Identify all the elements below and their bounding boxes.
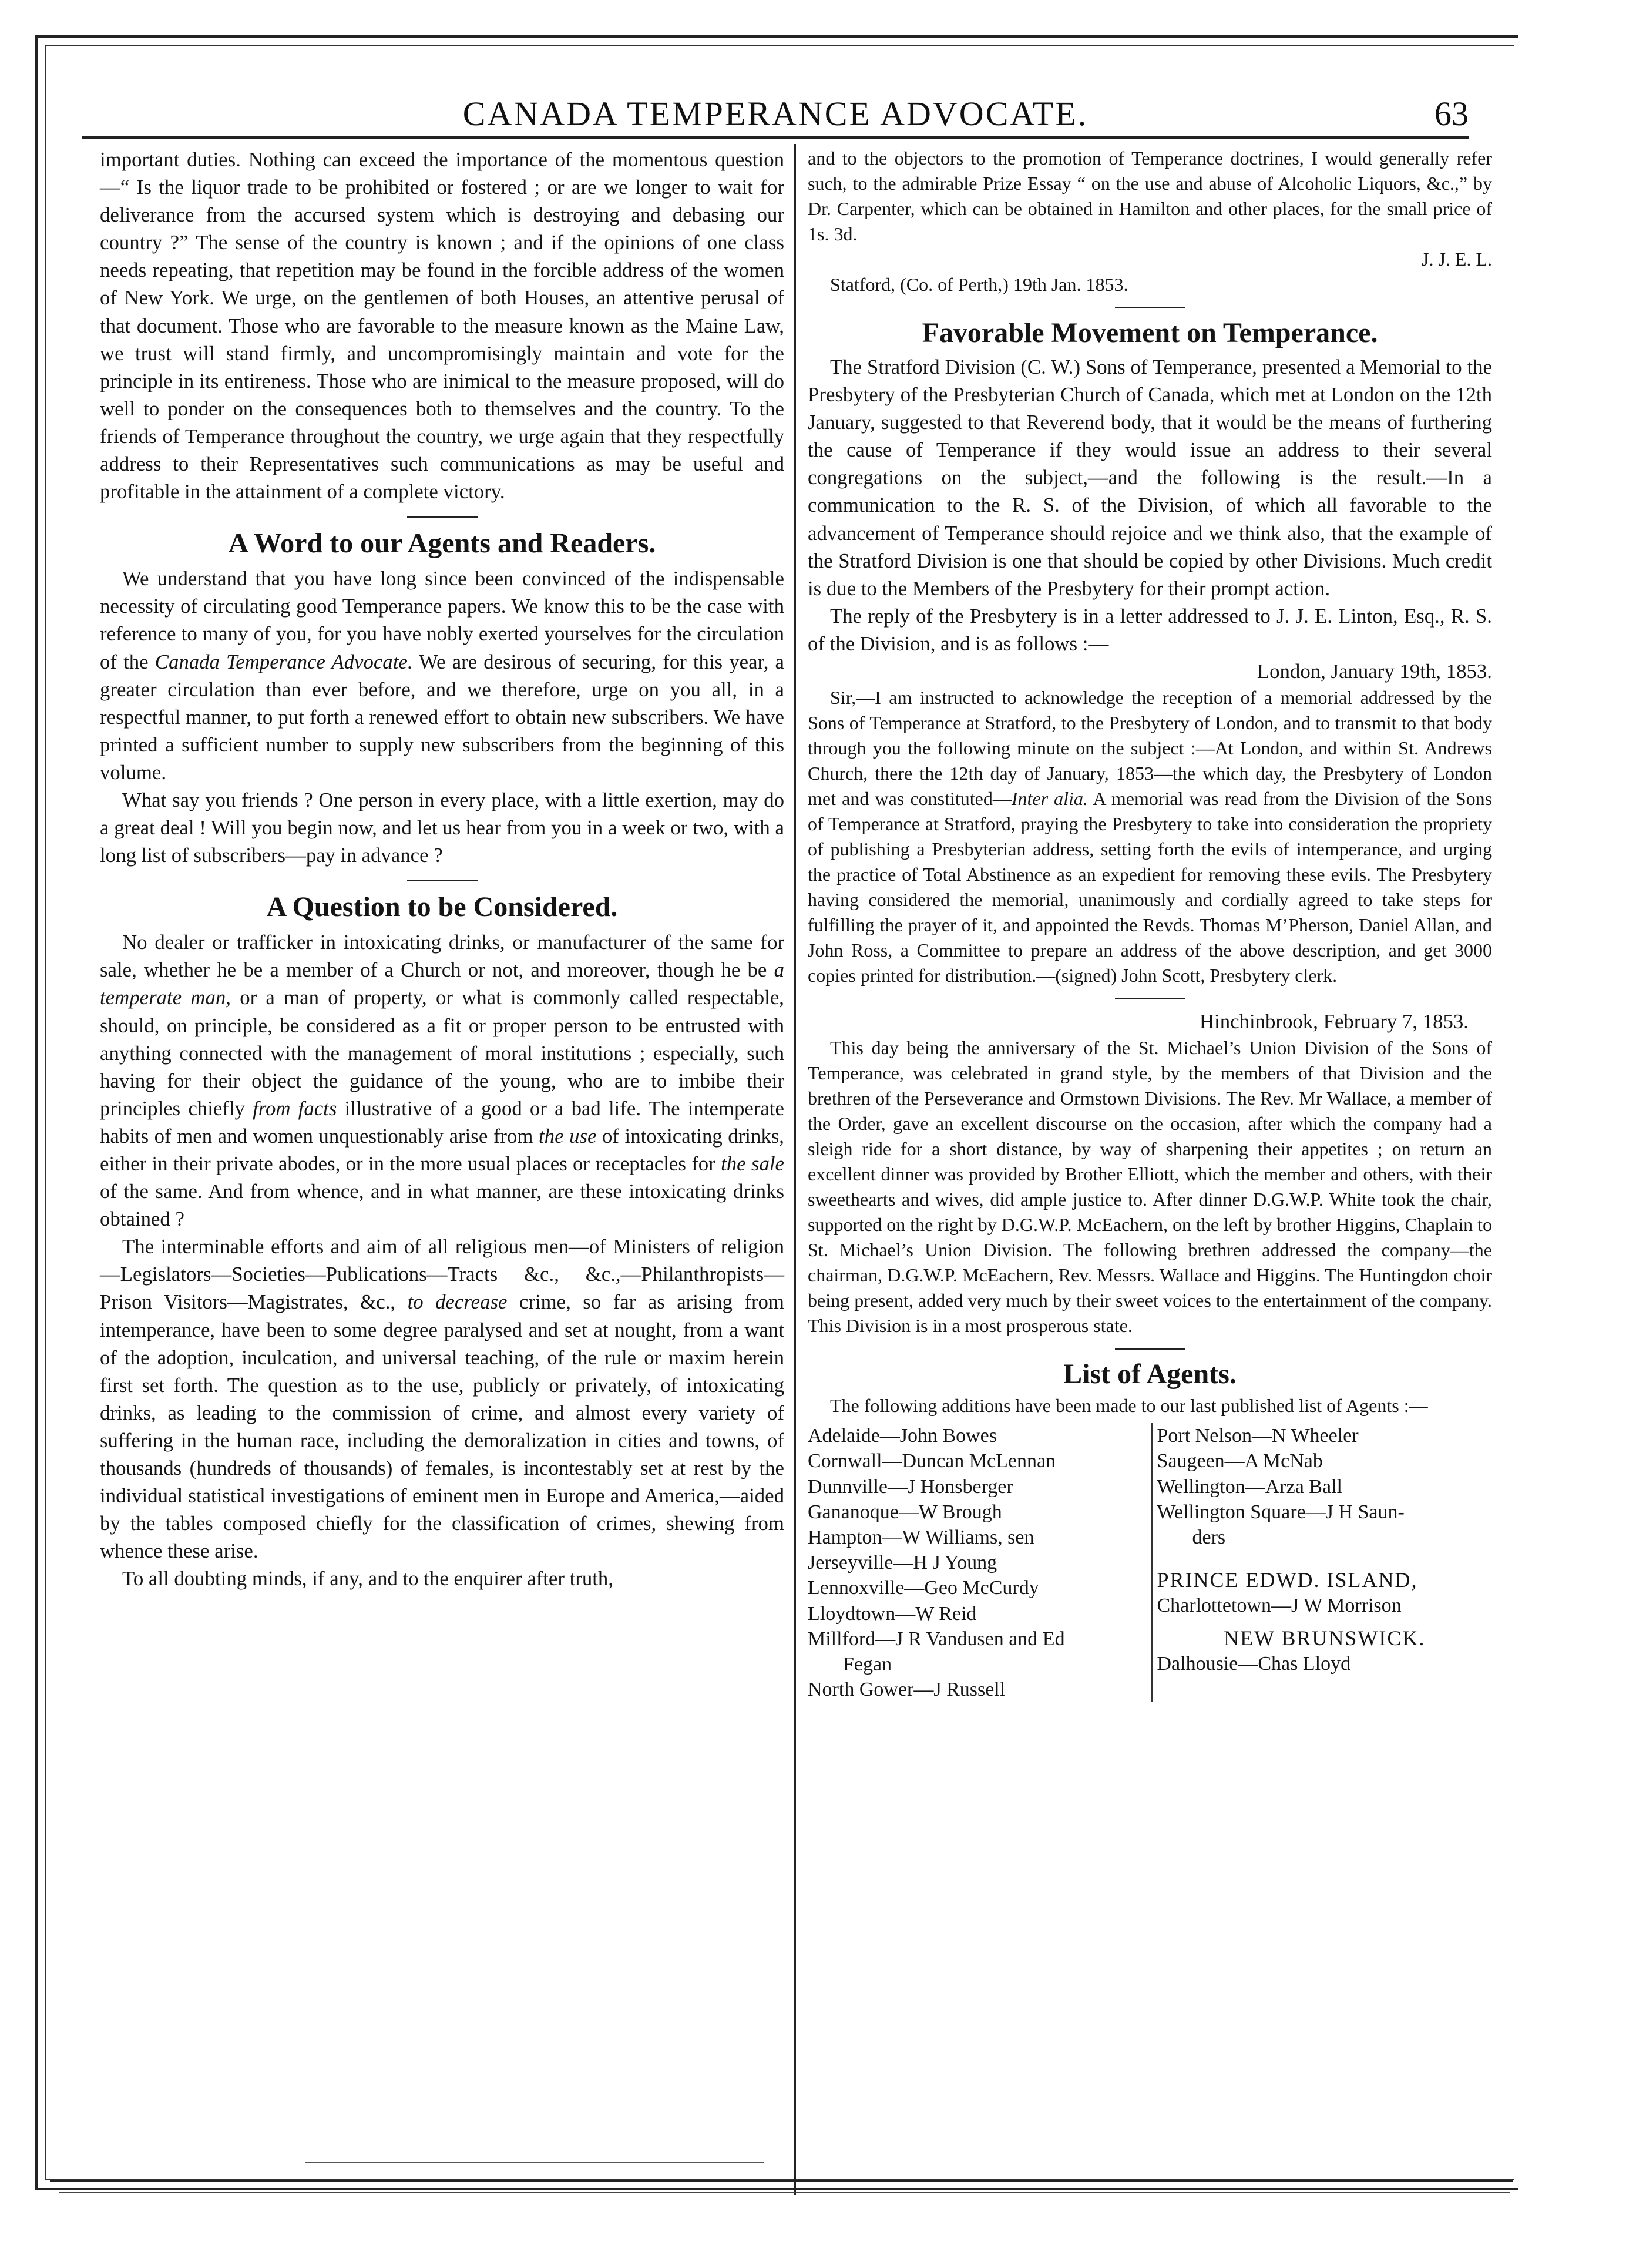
list-item: Jerseyville—H J Young [808, 1552, 997, 1574]
list-item: Fegan [843, 1653, 892, 1676]
bottom-border [50, 2180, 1513, 2182]
agents-paragraph-2: What say you friends ? One person in every place, with a little exertion, may do a great deal ! Will you begin now, and let us hear from you in a week or two, with a long list of subscribers—pay in advance ? [100, 788, 784, 867]
list-item: Adelaide—John Bowes [808, 1425, 997, 1447]
question-heading: A Question to be Considered. [266, 891, 618, 923]
list-item: Lennoxville—Geo McCurdy [808, 1577, 1039, 1599]
section-rule [407, 880, 478, 881]
list-item: ders [1192, 1526, 1226, 1549]
hinchinbrook-dateline: Hinchinbrook, February 7, 1853. [1199, 1010, 1469, 1034]
text-run: illustrative of a good or a bad life. The intemperate habits of men and women unquestionably arise from [100, 1096, 784, 1148]
text-run: of the same. And from whence, and in what manner, are these intoxicating drinks obtained ? [100, 1180, 784, 1231]
text-run: crime, so far as arising from intemperance, have been to some degree paralysed and set at nought, from a want of the adoption, inculcation, and universal teaching, of the rule or maxim herein first set forth. The question as to the use, publicly or privately, of intoxicating drinks, as leading to the commission of crime, and almost every variety of suffering in the human race, including the demoralization in cities and towns, of thousands (hundreds of thousands) of females, is incontestably set at rest by the individual statistical investigations of eminent men in Europe and America,—aided by the tables composed chiefly for the classification of crimes, shewing from whence these arise. [100, 1290, 784, 1563]
list-item: North Gower—J Russell [808, 1679, 1006, 1701]
text-run: Sir,—I am instructed to acknowledge the reception of a memorial addressed by the Sons of Temperance at Stratford, to the Presbytery of London, and to transmit to that body through you the following minute on the subject :—At London, and within St. Andrews Church, there the 12th day of January, 1853—the which day, the Presbytery of London met and was constituted— [808, 687, 1492, 810]
letter-signature: J. J. E. L. [1422, 249, 1492, 270]
list-item: Port Nelson—N Wheeler [1157, 1425, 1359, 1447]
presbytery-letter [808, 685, 1492, 988]
question-paragraph-1 [100, 928, 784, 1233]
movement-paragraph-1: The Stratford Division (C. W.) Sons of Temperance, presented a Memorial to the Presbytery of the Presbyterian Church of Canada, which met at London on the 12th January, suggested to that Reverend body, that it would be the means of furthering the cause of Temperance if they would issue an address to their several congregations on the subject,—and the following is the result.—In a communication to the R. S. of the Division, of which all favorable to the advancement of Temperance should rejoice and we think also, that the example of the Stratford Division is one that should be copied by other Divisions. Much credit is due to the Members of the Presbytery for their prompt action. [808, 355, 1492, 600]
text-run: or a man of property, or what is commonly called respectable, should, on principle, be considered as a fit or proper person to be entrusted with anything connected with the management of moral institutions ; especially, such having for their object the guidance of the young, who are to imbibe their principles chiefly [100, 986, 784, 1120]
emphasis: Inter alia. [1011, 788, 1088, 810]
page-number: 63 [1434, 95, 1469, 133]
region-heading-new-brunswick: NEW BRUNSWICK. [1224, 1626, 1426, 1650]
letter-date: London, January 19th, 1853. [1257, 660, 1492, 683]
emphasis: the sale [721, 1152, 784, 1175]
list-item: Dunnville—J Honsberger [808, 1475, 1013, 1498]
text-run: The interminable efforts and aim of all religious men—of Ministers of religion—Legislators—Societies—Publications—Tracts &c., &c.,—Philanthropists—Prison Visitors—Magistrates, &c., [100, 1235, 784, 1314]
movement-paragraph-2: The reply of the Presbytery is in a letter addressed to J. J. E. Linton, Esq., R. S. of the Division, and is as follows :— [808, 604, 1492, 655]
column-divider [794, 144, 796, 2195]
section-rule [407, 516, 478, 518]
list-item: Charlottetown—J W Morrison [1157, 1595, 1402, 1617]
region-heading-pei: PRINCE EDWD. ISLAND, [1157, 1568, 1418, 1592]
list-item: Gananoque—W Brough [808, 1501, 1002, 1523]
list-item: Dalhousie—Chas Lloyd [1157, 1652, 1351, 1675]
article-continuation: important duties. Nothing can exceed the importance of the momentous question—“ Is the liquor trade to be prohibited or fostered ; or are we longer to wait for deliverance from the accursed system which is destroying and debasing our country ?” The sense of the country is known ; and if the opinions of one class needs repeating, that repetition may be found in the forcible address of the women of New York. We urge, on the gentlemen of both Houses, an attentive perusal of that document. Those who are favorable to the measure known as the Maine Law, we trust will stand firmly, and uncompromisingly maintain and vote for the principle in its entireness. Those who are inimical to the measure proposed, will do well to ponder on the consequences both to themselves and the country. To the friends of Temperance throughout the country, we urge again that they respectfully address to their Representatives such communications as may be useful and profitable in the attainment of a complete victory. [100, 148, 784, 504]
running-header [82, 88, 1469, 141]
text-run: We understand that you have long since been convinced of the indispensable necessity of circulating good Temperance papers. We know this to be the case with reference to many of you, for you have nobly exerted yourselves for the circulation of the [100, 567, 784, 673]
list-of-agents-heading: List of Agents. [1063, 1358, 1237, 1390]
publication-title: CANADA TEMPERANCE ADVOCATE. [462, 95, 1089, 133]
hinchinbrook-report: This day being the anniversary of the St. Michael’s Union Division of the Sons of Temperance, was celebrated in grand style, by the members of that Division and the brethren of the Perseverance and Ormstown Divisions. The Rev. Mr Wallace, a member of the Order, gave an excellent discourse on the occasion, after which the company had a sleigh ride for a short distance, by way of sharpening their appetites ; on return an excellent dinner was provided by Brother Elliott, which the member and others, with their sweethearts and wives, did ample justice to. After dinner D.G.W.P. White took the chair, supported on the right by D.G.W.P. McEachern, on the left by brother Higgins, Chaplain to St. Michael’s Union Division. The following brethren addressed the company—the chairman, D.G.W.P. McEachern, Rev. Messrs. Wallace and Higgins. The Huntingdon choir being present, added very much by their sweet voices to the entertainment of the company. This Division is in a most prosperous state. [808, 1037, 1492, 1337]
publication-name: Canada Temperance Advocate. [154, 650, 413, 673]
question-paragraph-3: To all doubting minds, if any, and to the enquirer after truth, [122, 1567, 614, 1591]
agents-readers-heading: A Word to our Agents and Readers. [228, 528, 656, 559]
letter-dateline: Statford, (Co. of Perth,) 19th Jan. 1853. [830, 274, 1128, 295]
favorable-movement-heading: Favorable Movement on Temperance. [922, 317, 1378, 348]
list-item: Lloydtown—W Reid [808, 1602, 977, 1625]
question-paragraph-2 [100, 1233, 784, 1565]
bottom-border-inner [59, 2192, 1510, 2193]
emphasis: to decrease [407, 1290, 508, 1314]
agents-paragraph-1 [100, 565, 784, 786]
left-column [100, 146, 784, 1593]
letter-continuation: and to the objectors to the promotion of Temperance doctrines, I would generally refer such, to the admirable Prize Essay “ on the use and abuse of Alcoholic Liquors, &c.,” by Dr. Carpenter, which can be obtained in Hamilton and other places, for the small price of 1s. 3d. [808, 147, 1492, 244]
text-run: of intoxicating drinks, either in their private abodes, or in the more usual places or receptacles for [100, 1124, 785, 1175]
text-run: We are desirous of securing, for this year, a greater circulation than ever before, and we therefore, urge on you all, in a respectful manner, to put forth a renewed effort to obtain new subscribers. We have printed a sufficient number to supply new subscribers from the beginning of this volume. [100, 650, 784, 784]
list-item: Hampton—W Williams, sen [808, 1526, 1034, 1549]
section-rule [1115, 307, 1185, 308]
agents-list-column-1 [808, 1423, 1143, 1702]
emphasis: a temperate man, [100, 958, 784, 1009]
text-run: No dealer or trafficker in intoxicating drinks, or manufacturer of the same for sale, whether he be a member of a Church or not, and moreover, though he be [100, 931, 784, 982]
emphasis: from facts [253, 1096, 337, 1120]
section-rule [1115, 1348, 1185, 1350]
right-column [808, 146, 1492, 1702]
section-rule [1115, 998, 1185, 999]
emphasis: the use [539, 1124, 597, 1148]
agents-list [808, 1423, 1492, 1702]
list-item: Wellington Square—J H Saun- [1157, 1501, 1405, 1523]
list-item: Saugeen—A McNab [1157, 1450, 1323, 1472]
list-item: Wellington—Arza Ball [1157, 1475, 1342, 1498]
agents-list-column-2 [1151, 1423, 1493, 1702]
bottom-rule [305, 2162, 764, 2163]
text-run: A memorial was read from the Division of the Sons of Temperance at Stratford, praying the Presbytery to take into consideration the propriety of publishing a Presbyterian address, setting forth the evils of intemperance, and urging the practice of Total Abstinence as an expedient for removing these evils. The Presbytery having considered the memorial, unanimously and cordially agreed to take steps for fulfilling the prayer of it, and appointed the Revds. Thomas M’Pherson, Daniel Allan, and John Ross, a Committee to prepare an address of the above description, and get 3000 copies printed for distribution.—(signed) John Scott, Presbytery clerk. [808, 788, 1493, 987]
agents-list-intro: The following additions have been made to our last published list of Agents :— [830, 1395, 1428, 1417]
header-rule [82, 136, 1469, 139]
list-item: Millford—J R Vandusen and Ed [808, 1628, 1065, 1650]
list-item: Cornwall—Duncan McLennan [808, 1450, 1056, 1472]
